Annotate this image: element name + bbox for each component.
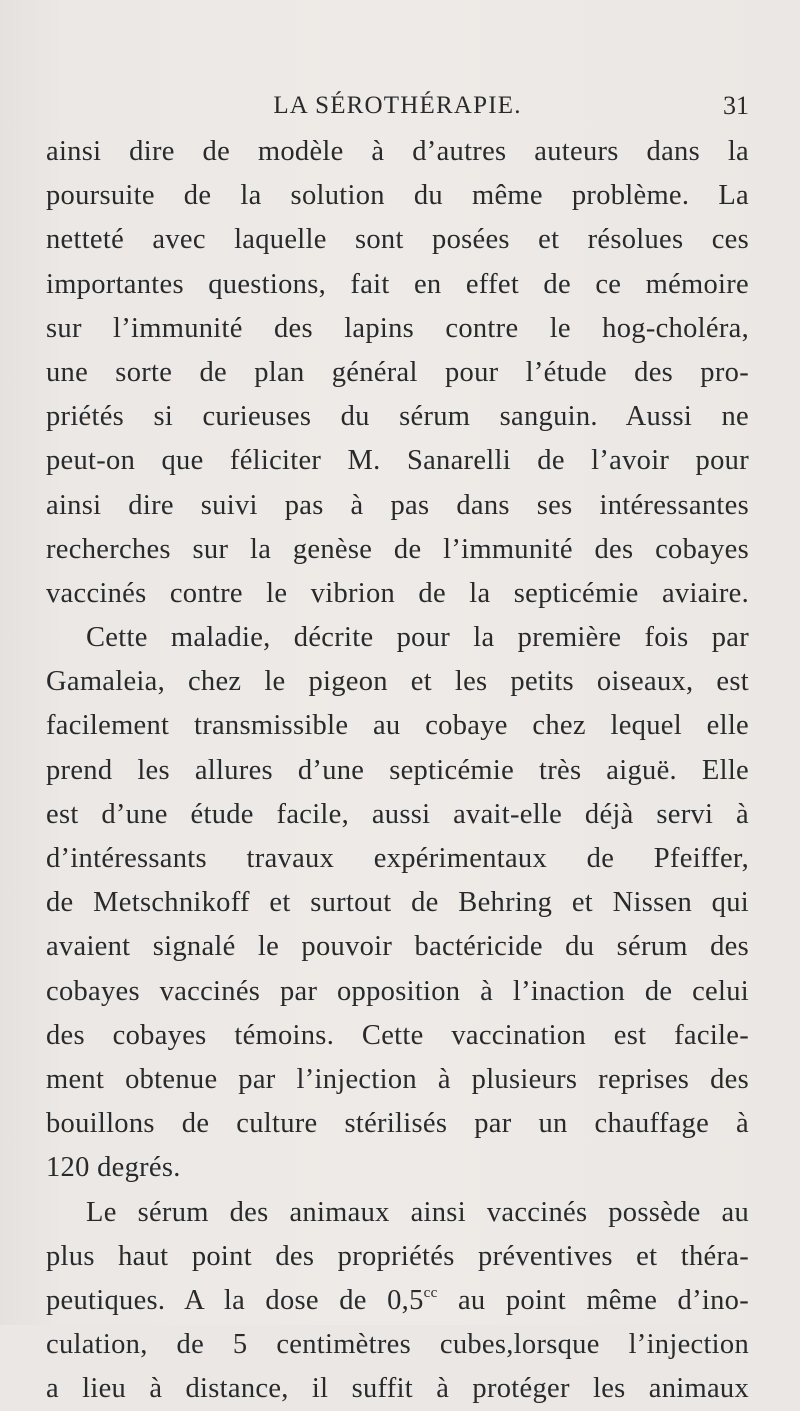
text-line: 120 degrés. (46, 1152, 181, 1184)
text-line: une sorte de plan général pour l’étude des pro- (46, 356, 749, 388)
text-line: avaient signalé le pouvoir bactéricide du sérum des (46, 931, 749, 963)
text-line: de Metschnikoff et surtout de Behring et Nissen qui (46, 887, 749, 919)
text-line: ment obtenue par l’injection à plusieurs reprises des (46, 1063, 749, 1095)
text-line: poursuite de la solution du même problème. La (46, 180, 749, 212)
text-line: ainsi dire suivi pas à pas dans ses intéressantes (46, 489, 749, 521)
text-line: Le sérum des animaux ainsi vaccinés possède au (86, 1196, 749, 1228)
text-line: Cette maladie, décrite pour la première fois par (86, 622, 749, 654)
text-line: importantes questions, fait en effet de ce mémoire (46, 268, 749, 300)
text-line: cobayes vaccinés par opposition à l’inaction de celui (46, 975, 749, 1007)
text-line: d’intéressants travaux expérimentaux de Pfeiffer, (46, 843, 749, 874)
text-line: peut-on que féliciter M. Sanarelli de l’avoir pour (46, 445, 749, 477)
text-line: plus haut point des propriétés préventives et théra- (46, 1240, 749, 1272)
text-line: ainsi dire de modèle à d’autres auteurs dans la (46, 136, 749, 167)
text-line: est d’une étude facile, aussi avait-elle déjà servi à (46, 798, 749, 830)
page-number: 31 (723, 91, 749, 120)
text-line: a lieu à distance, il suffit à protéger les animaux (46, 1373, 749, 1405)
text-line: sur l’immunité des lapins contre le hog-choléra, (46, 312, 749, 344)
body-text (46, 130, 749, 1411)
superscript-unit: cc (423, 1284, 438, 1301)
text-line: culation, de 5 centimètres cubes,lorsque l’injection (46, 1329, 749, 1361)
text-segment: peutiques. A la dose de 0,5 (46, 1284, 424, 1316)
text-line: des cobayes témoins. Cette vaccination est facile- (46, 1019, 749, 1051)
text-line-with-superscript (46, 1279, 749, 1323)
text-line: recherches sur la genèse de l’immunité des cobayes (46, 533, 749, 565)
text-line: prend les allures d’une septicémie très aiguë. Elle (46, 754, 749, 786)
text-segment: au point même d’ino- (437, 1284, 749, 1316)
text-line: Gamaleia, chez le pigeon et les petits oiseaux, est (46, 666, 749, 698)
text-line: facilement transmissible au cobaye chez lequel elle (46, 710, 749, 742)
text-line: bouillons de culture stérilisés par un chauffage à (46, 1108, 749, 1140)
text-line: priétés si curieuses du sérum sanguin. Aussi ne (46, 401, 749, 433)
text-line: netteté avec laquelle sont posées et résolues ces (46, 224, 749, 256)
running-title: LA SÉROTHÉRAPIE. (273, 92, 522, 119)
text-line: vaccinés contre le vibrion de la septicémie aviaire. (46, 577, 749, 609)
page-header (46, 86, 749, 126)
